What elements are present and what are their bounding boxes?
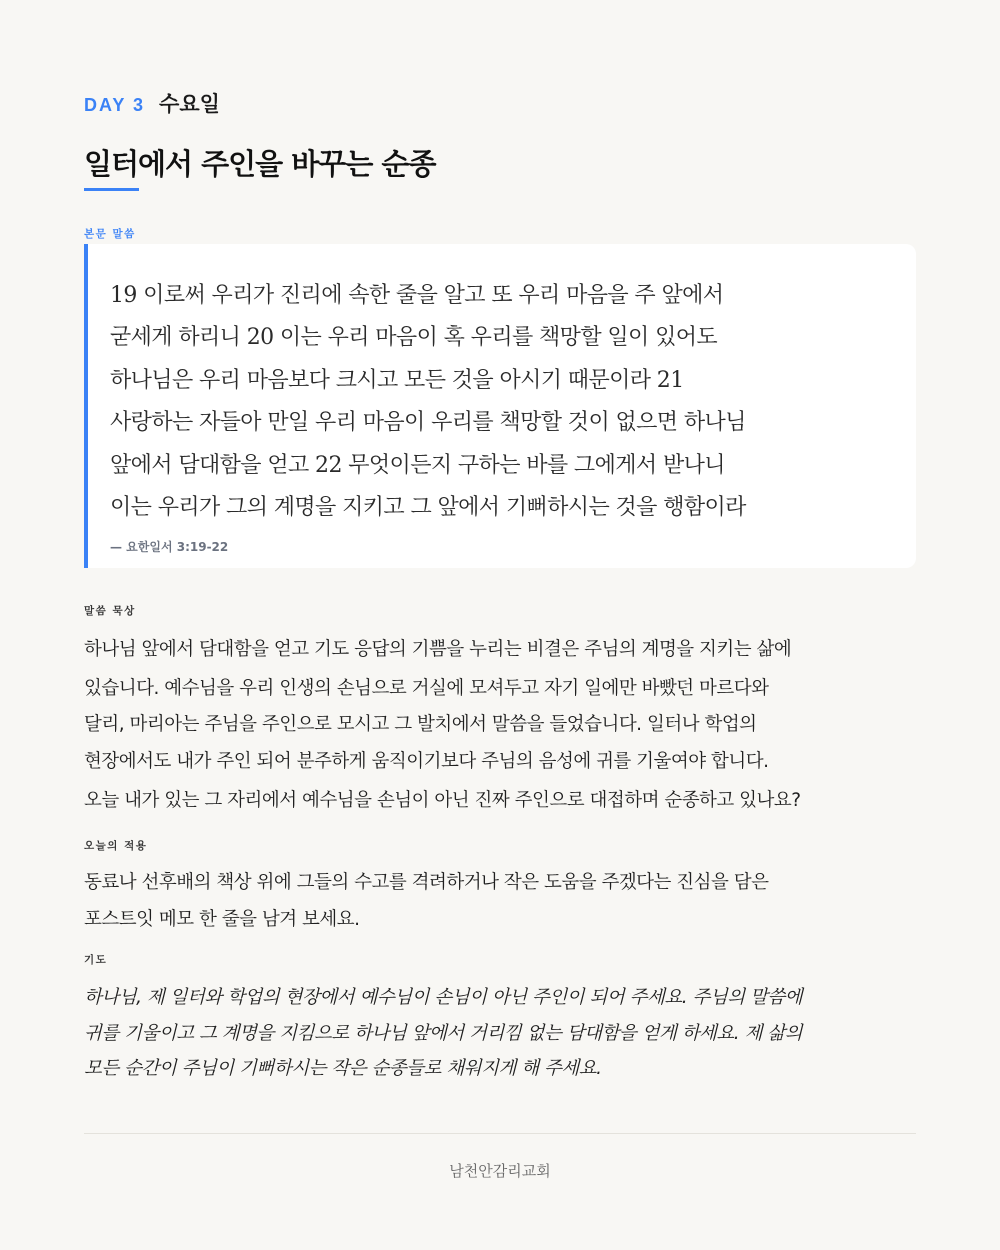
application-line: 포스트잇 메모 한 줄을 남겨 보세요. (84, 909, 360, 930)
meditation-section-label: 말씀 묵상 (84, 605, 136, 617)
day-label: DAY 3 (84, 95, 146, 115)
prayer-line: 귀를 기울이고 그 계명을 지킴으로 하나님 앞에서 거리낌 없는 담대함을 얻게 하세요. 제 삶의 (84, 1023, 803, 1044)
scripture-line: 사랑하는 자들아 만일 우리 마음이 우리를 책망할 것이 없으면 하나님 (110, 410, 746, 435)
day-header (84, 88, 220, 118)
church-name: 남천안감리교회 (449, 1162, 551, 1180)
title-underline (84, 188, 139, 191)
meditation-line: 달리, 마리아는 주님을 주인으로 모시고 그 발치에서 말씀을 들었습니다. 일터나 학업의 (84, 714, 757, 735)
scripture-line: 19 이로써 우리가 진리에 속한 줄을 알고 또 우리 마음을 주 앞에서 (110, 283, 724, 308)
scripture-line: 하나님은 우리 마음보다 크시고 모든 것을 아시기 때문이라 21 (110, 368, 684, 393)
meditation-line: 현장에서도 내가 주인 되어 분주하게 움직이기보다 주님의 음성에 귀를 기울여야 합니다. (84, 751, 769, 772)
prayer-line: 모든 순간이 주님이 기뻐하시는 작은 순종들로 채워지게 해 주세요. (84, 1058, 602, 1079)
prayer-section-label: 기도 (84, 954, 108, 966)
meditation-line: 하나님 앞에서 담대함을 얻고 기도 응답의 기쁨을 누리는 비결은 주님의 계명을 지키는 삶에 (84, 639, 792, 660)
meditation-line: 오늘 내가 있는 그 자리에서 예수님을 손님이 아닌 진짜 주인으로 대접하며 순종하고 있나요? (84, 790, 801, 811)
devotional-page (84, 0, 916, 1250)
weekday-label: 수요일 (159, 92, 220, 116)
scripture-line: 굳세게 하리니 20 이는 우리 마음이 혹 우리를 책망할 일이 있어도 (110, 325, 718, 350)
footer-divider (84, 1133, 916, 1134)
application-section-label: 오늘의 적용 (84, 840, 148, 852)
page-title: 일터에서 주인을 바꾸는 순종 (84, 147, 436, 181)
scripture-reference: — 요한일서 3:19-22 (110, 540, 229, 554)
meditation-line: 있습니다. 예수님을 우리 인생의 손님으로 거실에 모셔두고 자기 일에만 바빴던 마르다와 (84, 678, 769, 699)
scripture-card (84, 244, 916, 568)
scripture-line: 앞에서 담대함을 얻고 22 무엇이든지 구하는 바를 그에게서 받나니 (110, 453, 725, 478)
scripture-line: 이는 우리가 그의 계명을 지키고 그 앞에서 기뻐하시는 것을 행함이라 (110, 495, 746, 520)
prayer-line: 하나님, 제 일터와 학업의 현장에서 예수님이 손님이 아닌 주인이 되어 주세요. 주님의 말씀에 (84, 987, 803, 1008)
scripture-section-label: 본문 말씀 (84, 228, 136, 240)
application-line: 동료나 선후배의 책상 위에 그들의 수고를 격려하거나 작은 도움을 주겠다는 진심을 담은 (84, 872, 769, 893)
